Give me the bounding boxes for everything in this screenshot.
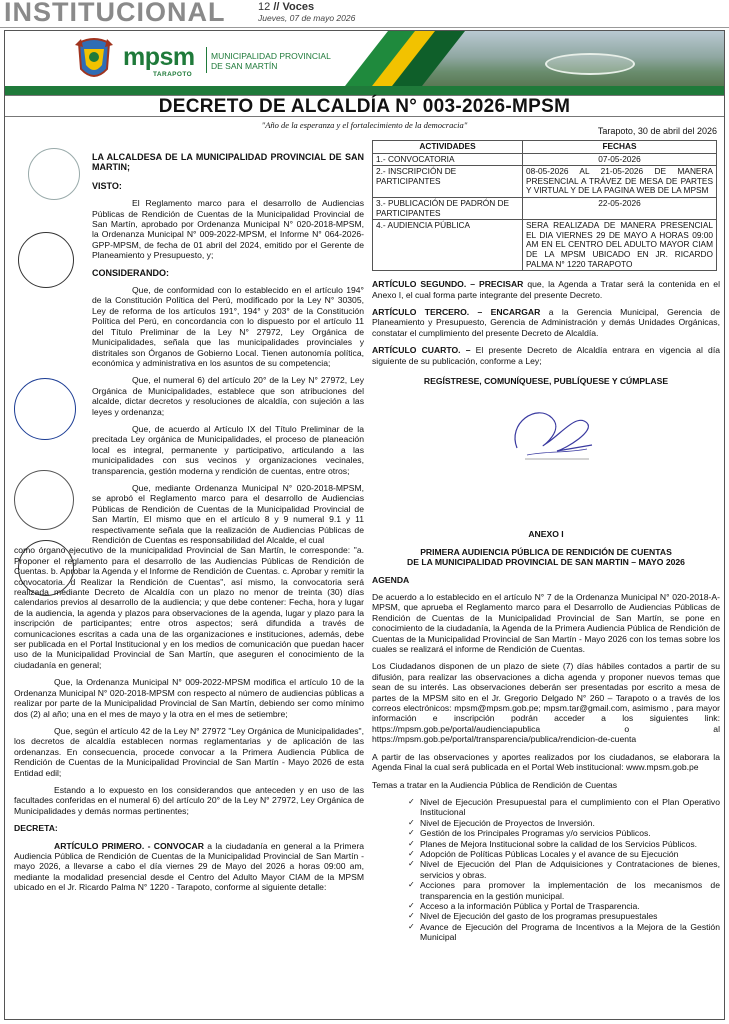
considerando-label: CONSIDERANDO: bbox=[92, 267, 170, 278]
decreta-label: DECRETA: bbox=[14, 823, 58, 834]
masthead-divider bbox=[0, 27, 729, 28]
annex-label: ANEXO I bbox=[528, 529, 564, 540]
topic-text: Nivel de Ejecución Presupuestal para el cumplimiento con el Plan Operativo Institucional bbox=[420, 796, 720, 818]
checkmark-icon: ✓ bbox=[408, 880, 415, 890]
issue-info bbox=[258, 2, 355, 24]
topic-text: Nivel de Ejecución del gasto de los programas presupuestales bbox=[420, 911, 658, 922]
logo-separator bbox=[206, 47, 207, 73]
date-cell: SERA REALIZADA DE MANERA PRESENCIAL EL DIA VIERNES 29 DE MAYO A HORAS 09:00 AM EN EL CENTRO DEL ADULTO MAYOR CIAM DE LA MPSM UBICADO EN JR. RICARDO PALMA N° 1220 TARAPOTO bbox=[523, 220, 717, 271]
institution-line-1: MUNICIPALIDAD PROVINCIAL bbox=[211, 51, 331, 61]
checkmark-icon: ✓ bbox=[408, 900, 415, 910]
right-column bbox=[372, 140, 720, 943]
logo-subtitle: TARAPOTO bbox=[153, 71, 193, 78]
checkmark-icon: ✓ bbox=[408, 859, 415, 869]
table-header-row bbox=[373, 141, 717, 154]
authority-heading: LA ALCALDESA DE LA MUNICIPALIDAD PROVINCIAL DE SAN MARTIN; bbox=[92, 152, 364, 173]
list-item bbox=[408, 880, 720, 901]
page-number: 12 bbox=[258, 1, 271, 13]
schedule-table bbox=[372, 140, 717, 271]
article-1-text: a la ciudadanía en general a la Primera Audiencia Pública de Rendición de Cuentas de la Municipalidad Provincial de San Martín - mayo 2026, a llevarse a cabo el día viernes 29 de Mayo del 2026 a horas 09:00 am, mediante la modalidad presencial desde el Centro del Adulto Mayor CIAM de la MPSM ubicado en el Jr. Ricardo Palma N° 1220 - Tarapoto, conforme al siguiente detalle: bbox=[14, 840, 365, 893]
agenda-paragraph-3: A partir de las observaciones y aportes realizados por los ciudadanos, se elaborara la Agenda Final la cual será publicada en el Portal Web institucional: www.mpsm.gob.pe bbox=[372, 751, 720, 773]
date-cell: 22-05-2026 bbox=[523, 197, 717, 219]
list-item bbox=[408, 849, 720, 859]
section-name: // Voces bbox=[273, 1, 315, 13]
topic-text: Acceso a la información Pública y Portal de Trasparencia. bbox=[420, 900, 640, 911]
list-item bbox=[408, 922, 720, 943]
visto-text: El Reglamento marco para el desarrollo de Audiencias Públicas de Rendición de Cuentas de la Municipalidad Provincial de San Martín, aprobado por Ordenanza Municipal N° 020-2018-MPSM, la Ordenanza Municipal N° 009-2022-MPSM, el Informe N° 064-2026-GPP-MPSM, de fecha de 01 abril del 2024, emitido por el Gerente de Planeamiento y Presupuesto, y; bbox=[92, 198, 364, 261]
considerando-7: Estando a lo expuesto en los considerandos que anteceden y en uso de las facultades conferidas en el numeral 6) del artículo 20° de la Ley N° 27972, Ley Orgánica de Municipalidades y demás normas pertinentes; bbox=[14, 784, 364, 816]
considerando-3: Que, de acuerdo al Artículo IX del Título Preliminar de la precitada Ley orgánica de Municipalidades, el proceso de planeación local es integral, permanente y participativo, articulando a las municipalidades con sus vecinos y organizaciones vecinales, transparencia, gestión moderna y rendición de cuentas, entre otros; bbox=[92, 423, 364, 476]
annex-title-line-1: PRIMERA AUDIENCIA PÚBLICA DE RENDICIÓN DE CUENTAS bbox=[420, 546, 672, 557]
topics-list bbox=[372, 797, 720, 943]
visto-label: VISTO: bbox=[92, 180, 122, 191]
considerando-4b: como órgano ejecutivo de la municipalidad Provincial de San Martín, le corresponde: "a. Proponer el reglamento para el desarrollo de las Audiencias Públicas de Rendición de Cuentas. b. Aprobar la Agenda y el Informe de Rendición de Cuentas. c. Aprobar y remitir la convocatoria. d Realizar la Rendición de Cuentas", así mismo, la convocatoria será realizada mediante Decreto de Alcaldía con un plazo no menor de treinta (30) días calendarios previos al desarrollo de la audiencia; y que debe contener: Fecha, hora y lugar de la audiencia, la agenda y plazos para observaciones de la agenda, lugar y plazo para la inscripción de participantes; entre otros aspectos; será difundida a través de comunicaciones escritas a cada una de las organizaciones e instituciones, además, debe ser publicada en el Portal Institucional y en los medios de comunicación que puedan hacer uso de la Municipalidad Provincial de San Martín, que aseguren el conocimiento de la ciudadanía en general; bbox=[14, 545, 364, 670]
article-4-label: ARTÍCULO CUARTO. – bbox=[372, 345, 471, 356]
article-3-label: ARTÍCULO TERCERO. – ENCARGAR bbox=[372, 306, 541, 317]
agenda-label: AGENDA bbox=[372, 574, 410, 585]
considerando-4a: Que, mediante Ordenanza Municipal N° 020-2018-MPSM, se aprobó el Reglamento marco para el desarrollo de Audiencias Públicas de Rendición de Cuentas de la Municipalidad Provincial de San Martín, El mismo que en el artículo 8 y 9 numeral 9.1 y 11 respectivamente señala que la realización de Audiencias Públicas de Rendición de Cuentas es responsabilidad del Alcalde, el cual bbox=[92, 482, 364, 545]
list-item bbox=[408, 859, 720, 880]
activity-cell: 2.- INSCRIPCIÓN DE PARTICIPANTES bbox=[373, 166, 523, 198]
green-band bbox=[5, 86, 724, 95]
table-row bbox=[373, 166, 717, 198]
article-4-text: El presente Decreto de Alcaldía entrara en vigencia al día siguiente de su publicación, conforme a Ley; bbox=[372, 345, 720, 366]
article-1 bbox=[14, 841, 364, 893]
list-item bbox=[408, 911, 720, 921]
table-row bbox=[373, 153, 717, 166]
article-2-label: ARTÍCULO SEGUNDO. – PRECISAR bbox=[372, 279, 524, 290]
list-item bbox=[408, 828, 720, 838]
list-item bbox=[408, 797, 720, 818]
left-column bbox=[14, 140, 364, 900]
topic-text: Planes de Mejora Institucional sobre la calidad de los Servicios Públicos. bbox=[420, 838, 698, 849]
article-4 bbox=[372, 345, 720, 366]
signature-icon bbox=[497, 393, 607, 473]
closing-formula: REGÍSTRESE, COMUNÍQUESE, PUBLÍQUESE Y CÚMPLASE bbox=[423, 375, 669, 386]
checkmark-icon: ✓ bbox=[408, 848, 415, 858]
checkmark-icon: ✓ bbox=[408, 911, 415, 921]
checkmark-icon: ✓ bbox=[408, 921, 415, 931]
institution-line-2: DE SAN MARTÍN bbox=[211, 61, 278, 71]
topic-text: Gestión de los Principales Programas y/o servicios Públicos. bbox=[420, 828, 651, 839]
column-header: ACTIVIDADES bbox=[373, 141, 523, 154]
issue-date: Jueves, 07 de mayo 2026 bbox=[258, 13, 356, 23]
checkmark-icon: ✓ bbox=[408, 828, 415, 838]
decree-title: DECRETO DE ALCALDÍA N° 003-2026-MPSM bbox=[158, 96, 571, 117]
agenda-paragraph-2: Los Ciudadanos disponen de un plazo de siete (7) días hábiles contados a partir de su difusión, para realizar las observaciones a dicha agenda y proponer nuevos temas que sean de su interés. Las observaciones deberán ser presentadas por escrito a mesa de partes de la MPSM sito en el Jr. Gregorio Delgado N° 260 – Tarapoto o a través de los correos electrónicos: mpsm@mpsm.gob.pe; mpsm.tar@gmail.com, asimismo , para mayor información e inscripción podrán acceder a los siguientes link: https://mpsm.gob.pe/portal/audienciapublica o al https://mpsm.gob.pe/portal/transparencia/publica/rendicion-de-cuenta bbox=[372, 661, 720, 745]
list-item bbox=[408, 839, 720, 849]
column-header: FECHAS bbox=[523, 141, 717, 154]
section-title: INSTITUCIONAL bbox=[4, 0, 226, 27]
topic-text: Adopción de Políticas Públicas Locales y el avance de su Ejecución bbox=[420, 848, 679, 859]
institution-name bbox=[211, 51, 331, 71]
checkmark-icon: ✓ bbox=[408, 838, 415, 848]
article-3 bbox=[372, 307, 720, 338]
municipal-crest-icon bbox=[71, 35, 117, 85]
agenda-paragraph-1: De acuerdo a lo establecido en el artículo N° 7 de la Ordenanza Municipal N° 020-2018-A-MPSM, que aprueba el Reglamento marco para el Desarrollo de Audiencias Públicas de Rendición de Cuentas de la Municipalidad Provincial de San Martín, se pone en conocimiento de la ciudadanía, la Agenda de la Primera Audiencia Pública de Rendición de Cuentas de la Municipalidad Provincial de San Martín - Mayo 2026 con los temas sobre los cuales se realizará el informe de Rendición de Cuentas. bbox=[372, 592, 720, 655]
checkmark-icon: ✓ bbox=[408, 796, 415, 806]
date-cell: 08-05-2026 AL 21-05-2026 DE MANERA PRESENCIAL A TRÁVEZ DE MESA DE PARTES Y VIRTUAL Y DE LA PAGINA WEB DE LA MPSM bbox=[523, 166, 717, 198]
masthead bbox=[0, 0, 729, 26]
plaza-shape bbox=[545, 53, 635, 75]
decree-header bbox=[5, 31, 724, 95]
considerando-2: Que, el numeral 6) del artículo 20° de la Ley N° 27972, Ley Orgánica de Municipalidades, establece que son atribuciones del alcalde, dictar decretos y resoluciones de alcaldía, con sujeción a las leyes y ordenanza; bbox=[92, 375, 364, 417]
annex-title-line-2: DE LA MUNICIPALIDAD PROVINCIAL DE SAN MARTIN – MAYO 2026 bbox=[407, 557, 685, 568]
article-1-label: ARTÍCULO PRIMERO. - CONVOCAR bbox=[54, 840, 204, 851]
year-motto: "Año de la esperanza y el fortalecimiento de la democracia" bbox=[261, 120, 468, 130]
considerando-1: Que, de conformidad con lo establecido en el artículo 194° de la Constitución Política del Perú, modificado por la Ley N° 30305, Ley de reforma de los artículos 191°, 194° y 203° de la Constitución Política del Perú, en concordancia con lo dispuesto por el artículo 11 del Título Preliminar de la Ley N° 27972, Ley Orgánica de Municipalidades, señala que las municipalidades provinciales y distritales son Órganos de Gobierno Local. Tienen autonomía política, económica y administrativa en los asuntos de su competencia; bbox=[92, 285, 364, 368]
signature-block bbox=[372, 393, 720, 489]
list-item bbox=[408, 818, 720, 828]
list-item bbox=[408, 901, 720, 911]
activity-cell: 1.- CONVOCATORIA bbox=[373, 153, 523, 166]
article-2 bbox=[372, 279, 720, 300]
article-2-text: que, la Agenda a Tratar será la contenida en el Anexo I, el cual forma parte integrante del presente Decreto. bbox=[372, 279, 720, 300]
topic-text: Nivel de Ejecución de Proyectos de Inversión. bbox=[420, 817, 595, 828]
checkmark-icon: ✓ bbox=[408, 817, 415, 827]
date-cell: 07-05-2026 bbox=[523, 153, 717, 166]
activity-cell: 4.- AUDIENCIA PÚBLICA bbox=[373, 220, 523, 271]
agenda-paragraph-4: Temas a tratar en la Audiencia Pública de Rendición de Cuentas bbox=[372, 779, 618, 790]
considerando-5: Que, la Ordenanza Municipal N° 009-2022-MPSM modifica el artículo 10 de la Ordenanza Municipal N° 020-2018-MPSM con respecto al número de audiencias públicas a realizar por parte de la Municipalidad Provincial de San Martín, debiendo ser como mínimo dos (2) al año; una en el mes de mayo y la otra en el mes de setiembre; bbox=[14, 677, 364, 719]
considerando-6: Que, según el artículo 42 de la Ley N° 27972 "Ley Orgánica de Municipalidades", los decretos de alcaldía establecen normas reglamentarias y de aplicación de las ordenanzas. En consecuencia, procede convocar a la Primera Audiencia Pública de Rendición de Cuentas de la Municipalidad Provincial de San Martín - Mayo 2026 de esta Entidad edil; bbox=[14, 725, 364, 778]
place-date: Tarapoto, 30 de abril del 2026 bbox=[597, 126, 717, 136]
topic-text: Acciones para promover la implementación de los mecanismos de transparencia en la gestión municipal. bbox=[420, 880, 720, 901]
activity-cell: 3.- PUBLICACIÓN DE PADRÓN DE PARTICIPANTES bbox=[373, 197, 523, 219]
article-3-text: a la Gerencia Municipal, Gerencia de Planeamiento y Presupuesto, Gerencia de Administración y demás Unidades Orgánicas, constatar el cumplimiento del presente Decreto de Alcaldía. bbox=[372, 306, 720, 338]
table-row bbox=[373, 220, 717, 271]
decree-title-bar bbox=[5, 95, 724, 117]
table-row bbox=[373, 197, 717, 219]
topic-text: Nivel de Ejecución del Plan de Adquisiciones y Contrataciones de bienes, servicios y obras. bbox=[420, 859, 720, 880]
topic-text: Avance de Ejecución del Programa de Incentivos a la Mejora de la Gestión Municipal bbox=[420, 921, 720, 943]
logo-text: mpsm bbox=[123, 43, 195, 71]
